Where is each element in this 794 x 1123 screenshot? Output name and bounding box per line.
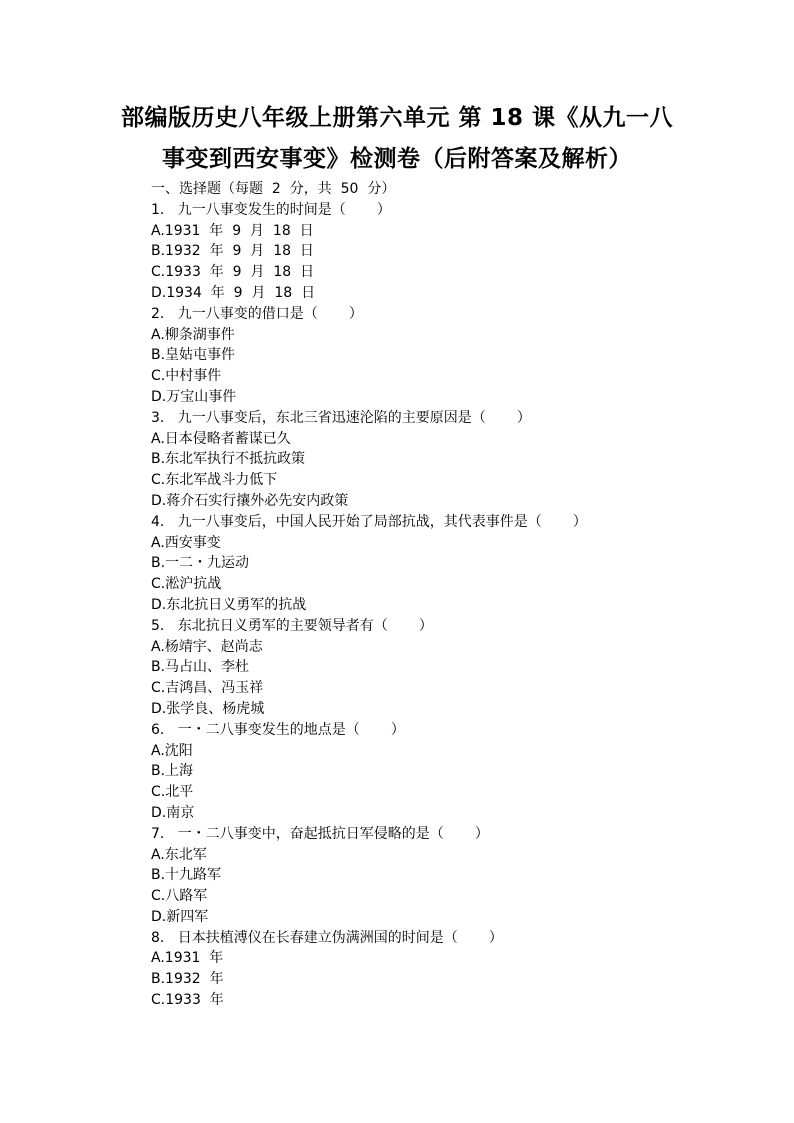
question-stem: 2. 九一八事变的借口是（ ） xyxy=(151,305,363,322)
question-stem: 7. 一・二八事变中，奋起抵抗日军侵略的是（ ） xyxy=(151,825,489,842)
option-line: D.东北抗日义勇军的抗战 xyxy=(151,596,307,613)
document-title-line-2: 事变到西安事变》检测卷（后附答案及解析） xyxy=(162,146,632,172)
option-line: D.新四军 xyxy=(151,908,209,925)
option-line: D.南京 xyxy=(151,804,195,821)
option-line: C.吉鸿昌、冯玉祥 xyxy=(151,680,264,697)
option-line: B.上海 xyxy=(151,763,194,780)
question-stem: 4. 九一八事变后，中国人民开始了局部抗战，其代表事件是（ ） xyxy=(151,513,587,530)
option-line: B.一二・九运动 xyxy=(151,555,250,572)
option-line: C.中村事件 xyxy=(151,368,222,385)
option-line: D.1934 年 9 月 18 日 xyxy=(151,284,316,301)
option-line: A.东北军 xyxy=(151,846,207,863)
option-line: A.1931 年 9 月 18 日 xyxy=(151,222,314,239)
question-stem: 8. 日本扶植溥仪在长春建立伪满洲国的时间是（ ） xyxy=(151,929,503,946)
option-line: D.万宝山事件 xyxy=(151,388,237,405)
option-line: A.日本侵略者蓄谋已久 xyxy=(151,430,291,447)
document-title-line-1: 部编版历史八年级上册第六单元 第 18 课《从九一八 xyxy=(120,105,674,131)
option-line: C.1933 年 xyxy=(151,992,224,1009)
option-line: C.1933 年 9 月 18 日 xyxy=(151,264,315,281)
option-line: C.八路军 xyxy=(151,888,208,905)
option-line: C.淞沪抗战 xyxy=(151,576,222,593)
option-line: A.杨靖宇、赵尚志 xyxy=(151,638,263,655)
option-line: B.十九路军 xyxy=(151,867,222,884)
question-stem: 3. 九一八事变后，东北三省迅速沦陷的主要原因是（ ） xyxy=(151,409,531,426)
question-list xyxy=(151,179,711,1011)
option-line: A.西安事变 xyxy=(151,534,221,551)
option-line: D.张学良、杨虎城 xyxy=(151,700,265,717)
option-line: B.1932 年 9 月 18 日 xyxy=(151,243,314,260)
question-stem: 1. 九一八事变发生的时间是（ ） xyxy=(151,201,391,218)
option-line: A.沈阳 xyxy=(151,742,193,759)
option-line: B.马占山、李杜 xyxy=(151,659,250,676)
option-line: C.东北军战斗力低下 xyxy=(151,472,278,489)
option-line: B.东北军执行不抵抗政策 xyxy=(151,451,306,468)
option-line: B.皇姑屯事件 xyxy=(151,347,236,364)
option-line: C.北平 xyxy=(151,784,194,801)
option-line: A.柳条湖事件 xyxy=(151,326,235,343)
question-stem: 6. 一・二八事变发生的地点是（ ） xyxy=(151,721,405,738)
option-line: D.蒋介石实行攘外必先安内政策 xyxy=(151,492,349,509)
section-heading: 一、选择题（每题 2 分，共 50 分） xyxy=(151,181,396,197)
question-stem: 5. 东北抗日义勇军的主要领导者有（ ） xyxy=(151,617,433,634)
option-line: B.1932 年 xyxy=(151,971,224,988)
option-line: A.1931 年 xyxy=(151,950,224,967)
